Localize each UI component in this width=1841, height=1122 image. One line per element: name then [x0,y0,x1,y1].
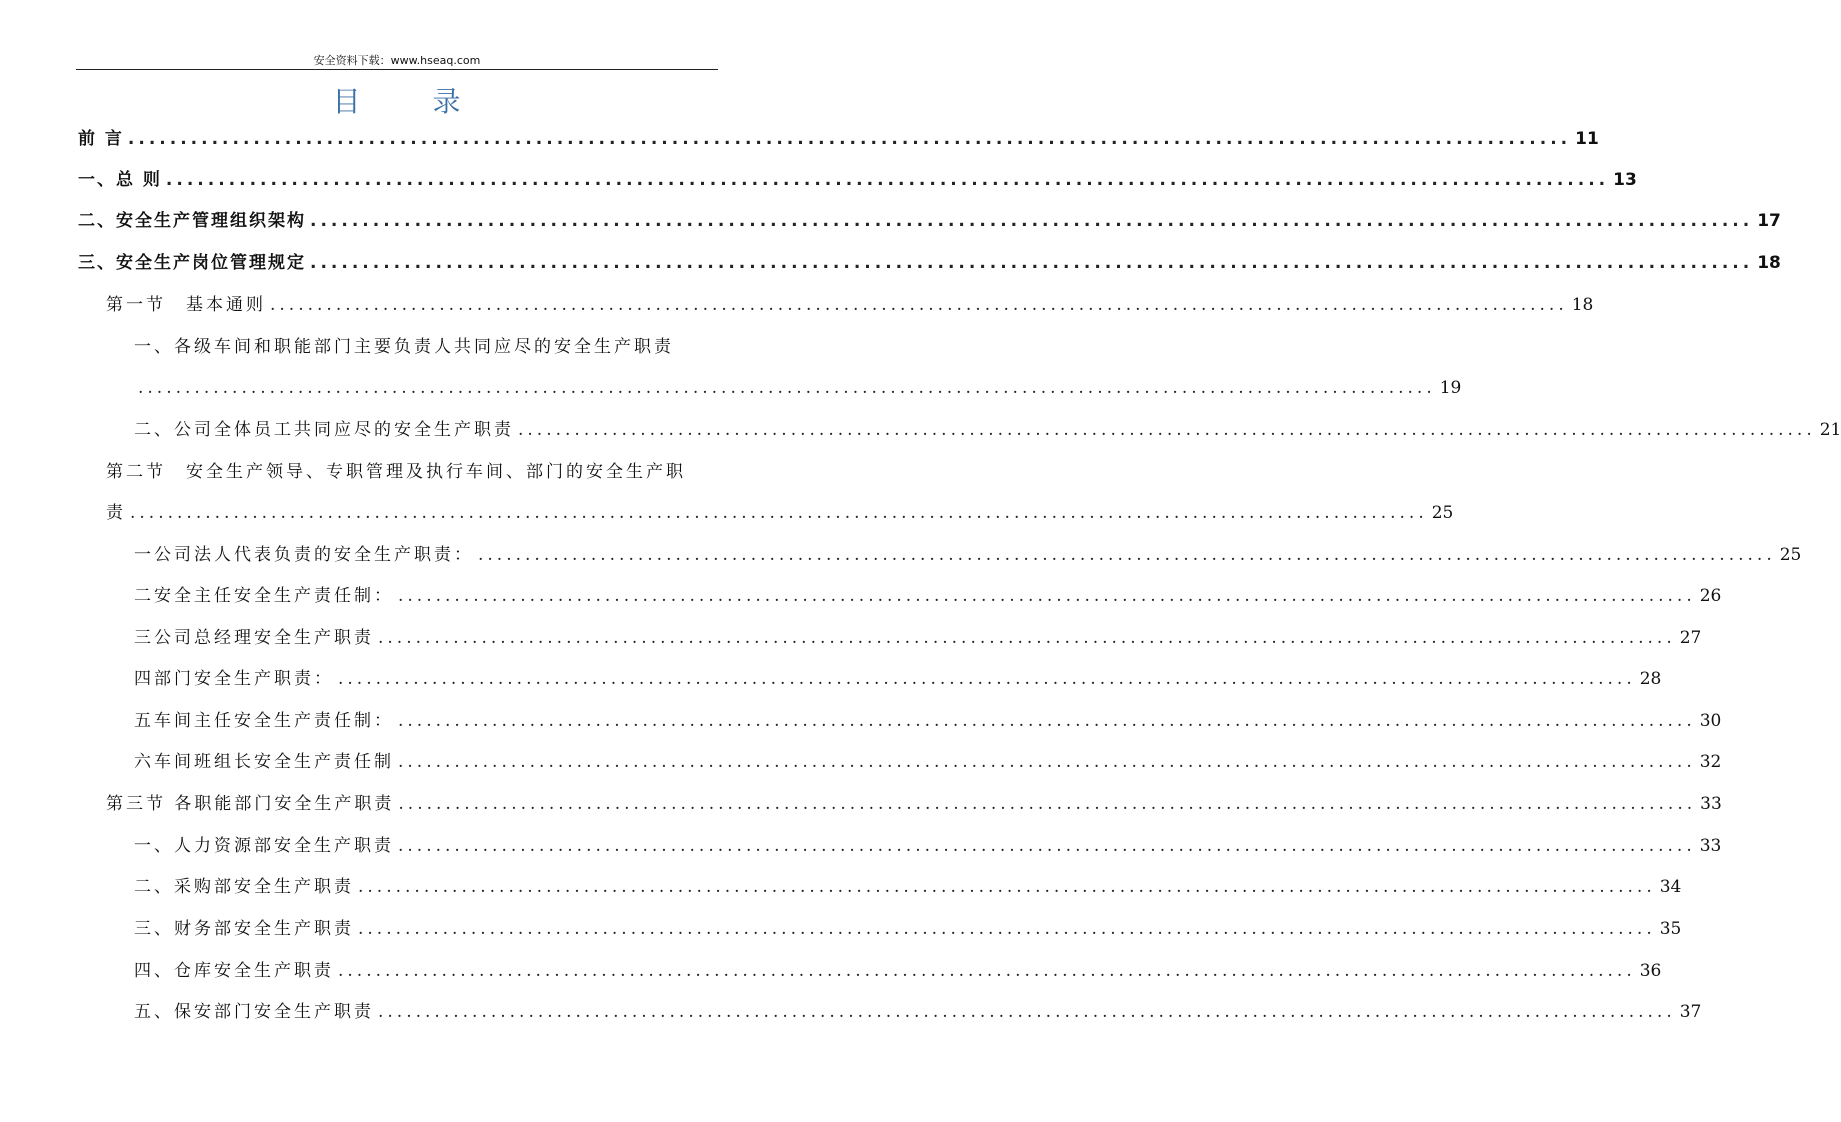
toc-entry-page: 36 [1639,961,1662,981]
toc-leader-dots: .......................................................................................................................................... [378,1002,1676,1022]
toc-entry-label: 二、采购部安全生产职责 [134,877,354,897]
toc-entry-warehouse[interactable] [134,957,1662,985]
toc-entry-label: 三、财务部安全生产职责 [134,919,354,939]
toc-entry-section-1[interactable] [106,291,1594,319]
toc-leader-dots: .......................................................................................................................................... [130,503,1428,523]
toc-entry-label: 第三节 各职能部门安全生产职责 [106,794,395,814]
toc-entry-leads-duty[interactable] [134,374,1462,402]
toc-entry-foreword[interactable] [78,125,1599,153]
toc-entry-label: 二、公司全体员工共同应尽的安全生产职责 [134,420,514,440]
toc-entry-label: 一公司法人代表负责的安全生产职责： [134,545,474,565]
toc-entry-safety-director[interactable] [134,582,1722,610]
toc-entry-label: 一、人力资源部安全生产职责 [134,836,394,856]
toc-title: 目 录 [332,85,483,118]
toc-entry-page: 34 [1659,877,1682,897]
toc-leader-dots: .......................................................................................................................................... [127,129,1572,149]
toc-entry-page: 32 [1699,752,1722,772]
toc-entry-label: 前 言 [78,129,124,149]
toc-entry-finance[interactable] [134,915,1682,943]
toc-entry-all-staff-duty[interactable] [134,416,1841,444]
toc-entry-label: 三公司总经理安全生产职责 [134,628,374,648]
toc-entry-workshop-director[interactable] [134,707,1722,735]
toc-leader-dots: .......................................................................................................................................... [518,420,1816,440]
toc-entry-page: 18 [1571,295,1594,315]
toc-leader-dots: .......................................................................................................................................... [398,836,1696,856]
toc-entry-legal-rep[interactable] [134,541,1802,569]
toc-leader-dots: .......................................................................................................................................... [358,877,1656,897]
toc-entry-label[interactable]: 一、各级车间和职能部门主要负责人共同应尽的安全生产职责 [134,337,674,357]
toc-entry-page: 26 [1699,586,1722,606]
toc-leader-dots: .......................................................................................................................................... [398,711,1696,731]
toc-entry-label: 二、安全生产管理组织架构 [78,211,306,231]
toc-entry-label: 二安全主任安全生产责任制： [134,586,394,606]
toc-entry-purchasing[interactable] [134,873,1682,901]
toc-entry-page: 13 [1613,170,1637,190]
toc-leader-dots: .......................................................................................................................................... [138,378,1436,398]
toc-leader-dots: .......................................................................................................................................... [165,170,1610,190]
toc-entry-organization[interactable] [78,207,1781,235]
toc-leader-dots: .......................................................................................................................................... [398,752,1696,772]
page-header: 安全资料下载：www.hseaq.com [313,54,481,67]
toc-entry-security-dept[interactable] [134,998,1702,1026]
toc-leader-dots: .......................................................................................................................................... [338,669,1636,689]
toc-leader-dots: .......................................................................................................................................... [378,628,1676,648]
toc-leader-dots: .......................................................................................................................................... [338,961,1636,981]
toc-entry-page: 18 [1757,253,1781,273]
toc-entry-page: 11 [1575,129,1599,149]
toc-entry-general[interactable] [78,166,1637,194]
toc-entry-section-3[interactable] [106,790,1722,818]
toc-entry-label: 五、保安部门安全生产职责 [134,1002,374,1022]
toc-entry-hr[interactable] [134,832,1722,860]
toc-entry-team-leader[interactable] [134,748,1722,776]
toc-entry-post-rules[interactable] [78,249,1781,277]
toc-entry-department[interactable] [134,665,1662,693]
toc-entry-general-manager[interactable] [134,624,1702,652]
toc-entry-page: 35 [1659,919,1682,939]
toc-leader-dots: .......................................................................................................................................... [310,211,1754,231]
toc-entry-label: 五车间主任安全生产责任制： [134,711,394,731]
toc-entry-page: 28 [1639,669,1662,689]
toc-entry-page: 19 [1439,378,1462,398]
toc-entry-label: 四、仓库安全生产职责 [134,961,334,981]
toc-entry-page: 33 [1700,794,1722,814]
toc-entry-label: 一、总 则 [78,170,162,190]
toc-entry-label: 第一节 基本通则 [106,295,266,315]
toc-entry-section-2[interactable] [106,499,1454,527]
toc-leader-dots: .......................................................................................................................................... [358,919,1656,939]
toc-leader-dots: .......................................................................................................................................... [310,253,1754,273]
toc-leader-dots: .......................................................................................................................................... [478,545,1776,565]
toc-entry-page: 37 [1679,1002,1702,1022]
toc-entry-label: 六车间班组长安全生产责任制 [134,752,394,772]
toc-leader-dots: .......................................................................................................................................... [398,586,1696,606]
toc-entry-label: 三、安全生产岗位管理规定 [78,253,306,273]
toc-leader-dots: .......................................................................................................................................... [270,295,1568,315]
toc-entry-label-cont: 责 [106,503,126,523]
toc-entry-page: 25 [1779,545,1802,565]
toc-entry-page: 25 [1431,503,1454,523]
toc-entry-label: 四部门安全生产职责： [134,669,334,689]
toc-entry-label[interactable]: 第二节 安全生产领导、专职管理及执行车间、部门的安全生产职 [106,462,686,482]
toc-entry-page: 21 [1819,420,1841,440]
toc-entry-page: 30 [1699,711,1722,731]
toc-entry-page: 27 [1679,628,1702,648]
toc-entry-page: 17 [1757,211,1781,231]
toc-leader-dots: .......................................................................................................................................... [398,794,1697,814]
toc-entry-page: 33 [1699,836,1722,856]
